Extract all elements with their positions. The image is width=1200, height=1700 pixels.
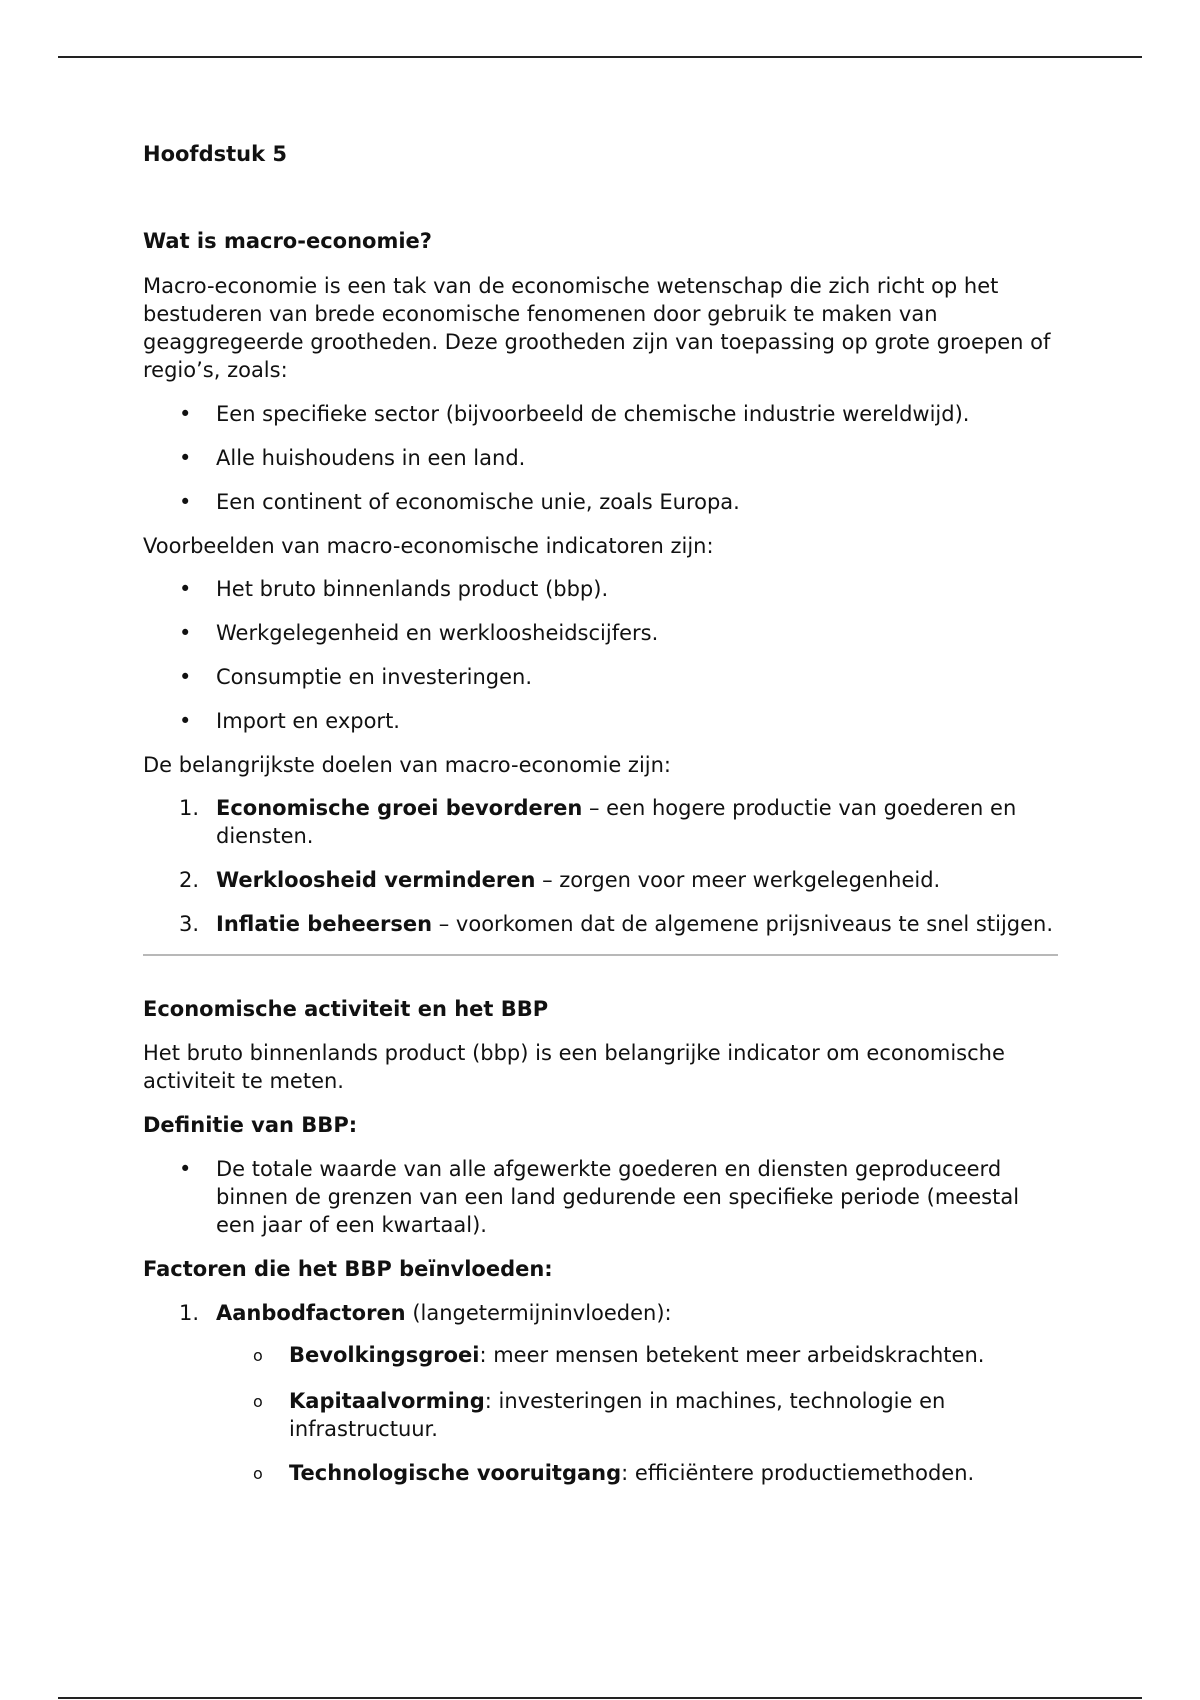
goal-title: Inflatie beheersen bbox=[216, 912, 433, 936]
supply-factor-title: Kapitaalvorming bbox=[289, 1389, 485, 1413]
document-page bbox=[143, 140, 1058, 1487]
list-item: • Import en export. bbox=[143, 707, 1058, 735]
list-item: • Een specifieke sector (bijvoorbeeld de chemische industrie wereldwijd). bbox=[143, 400, 1058, 428]
list-item bbox=[143, 1341, 1058, 1369]
subheading-gdp-factors: Factoren die het BBP beïnvloeden: bbox=[143, 1257, 553, 1281]
list-item bbox=[143, 1299, 1058, 1327]
chapter-title: Hoofdstuk 5 bbox=[143, 142, 287, 166]
list-item bbox=[143, 794, 1058, 850]
subheading-gdp-definition: Definitie van BBP: bbox=[143, 1113, 358, 1137]
list-item: • De totale waarde van alle afgewerkte goederen en diensten geproduceerd binnen de grenzen van een land gedurende een specifieke periode (meestal een jaar of een kwartaal). bbox=[143, 1155, 1058, 1239]
list-item: • Een continent of economische unie, zoals Europa. bbox=[143, 488, 1058, 516]
factor-description: (langetermijninvloeden): bbox=[405, 1301, 672, 1325]
section-divider bbox=[143, 954, 1058, 956]
paragraph-goals-intro: De belangrijkste doelen van macro-economie zijn: bbox=[143, 753, 672, 777]
supply-factor-description: : meer mensen betekent meer arbeidskrachten. bbox=[479, 1343, 985, 1367]
footer-rule bbox=[58, 1697, 1142, 1699]
list-groups bbox=[143, 400, 1058, 516]
list-number: 2. bbox=[179, 868, 200, 892]
list-item: • Het bruto binnenlands product (bbp). bbox=[143, 575, 1058, 603]
section-heading-macro-economics: Wat is macro-economie? bbox=[143, 229, 432, 253]
supply-factor-description: : investeringen in machines, technologie en infrastructuur. bbox=[289, 1389, 946, 1441]
supply-factor-title: Bevolkingsgroei bbox=[289, 1343, 480, 1367]
list-marker: o bbox=[253, 1464, 263, 1483]
list-factors bbox=[143, 1299, 1058, 1327]
list-supply-factors bbox=[143, 1341, 1058, 1487]
list-goals bbox=[143, 794, 1058, 938]
supply-factor-description: : efficiëntere productiemethoden. bbox=[621, 1461, 975, 1485]
list-marker: o bbox=[253, 1392, 263, 1411]
goal-description: – voorkomen dat de algemene prijsniveaus te snel stijgen. bbox=[432, 912, 1054, 936]
goal-title: Economische groei bevorderen bbox=[216, 796, 583, 820]
list-indicators bbox=[143, 575, 1058, 735]
paragraph-macro-economics-intro: Macro-economie is een tak van de economische wetenschap die zich richt op het bestuderen van brede economische fenomenen door gebruik te maken van geaggregeerde grootheden. Deze grootheden zijn van toepassing op grote groepen of regio’s, zoals: bbox=[143, 274, 1051, 382]
list-item bbox=[143, 1459, 1058, 1487]
goal-title: Werkloosheid verminderen bbox=[216, 868, 536, 892]
list-item bbox=[143, 1387, 1058, 1443]
list-number: 1. bbox=[179, 796, 200, 820]
header-rule bbox=[58, 56, 1142, 58]
paragraph-indicators-intro: Voorbeelden van macro-economische indicatoren zijn: bbox=[143, 534, 714, 558]
section-heading-gdp: Economische activiteit en het BBP bbox=[143, 997, 549, 1021]
goal-description: – een hogere productie van goederen en diensten. bbox=[216, 796, 1017, 848]
factor-title: Aanbodfactoren bbox=[216, 1301, 406, 1325]
paragraph-gdp-intro: Het bruto binnenlands product (bbp) is een belangrijke indicator om economische activiteit te meten. bbox=[143, 1041, 1005, 1093]
list-item: • Werkgelegenheid en werkloosheidscijfers. bbox=[143, 619, 1058, 647]
list-item: • Consumptie en investeringen. bbox=[143, 663, 1058, 691]
list-number: 3. bbox=[179, 912, 200, 936]
list-item: • Alle huishoudens in een land. bbox=[143, 444, 1058, 472]
list-number: 1. bbox=[179, 1301, 200, 1325]
goal-description: – zorgen voor meer werkgelegenheid. bbox=[535, 868, 941, 892]
list-definition bbox=[143, 1155, 1058, 1239]
list-item bbox=[143, 910, 1058, 938]
list-marker: o bbox=[253, 1346, 263, 1365]
list-item bbox=[143, 866, 1058, 894]
supply-factor-title: Technologische vooruitgang bbox=[289, 1461, 622, 1485]
